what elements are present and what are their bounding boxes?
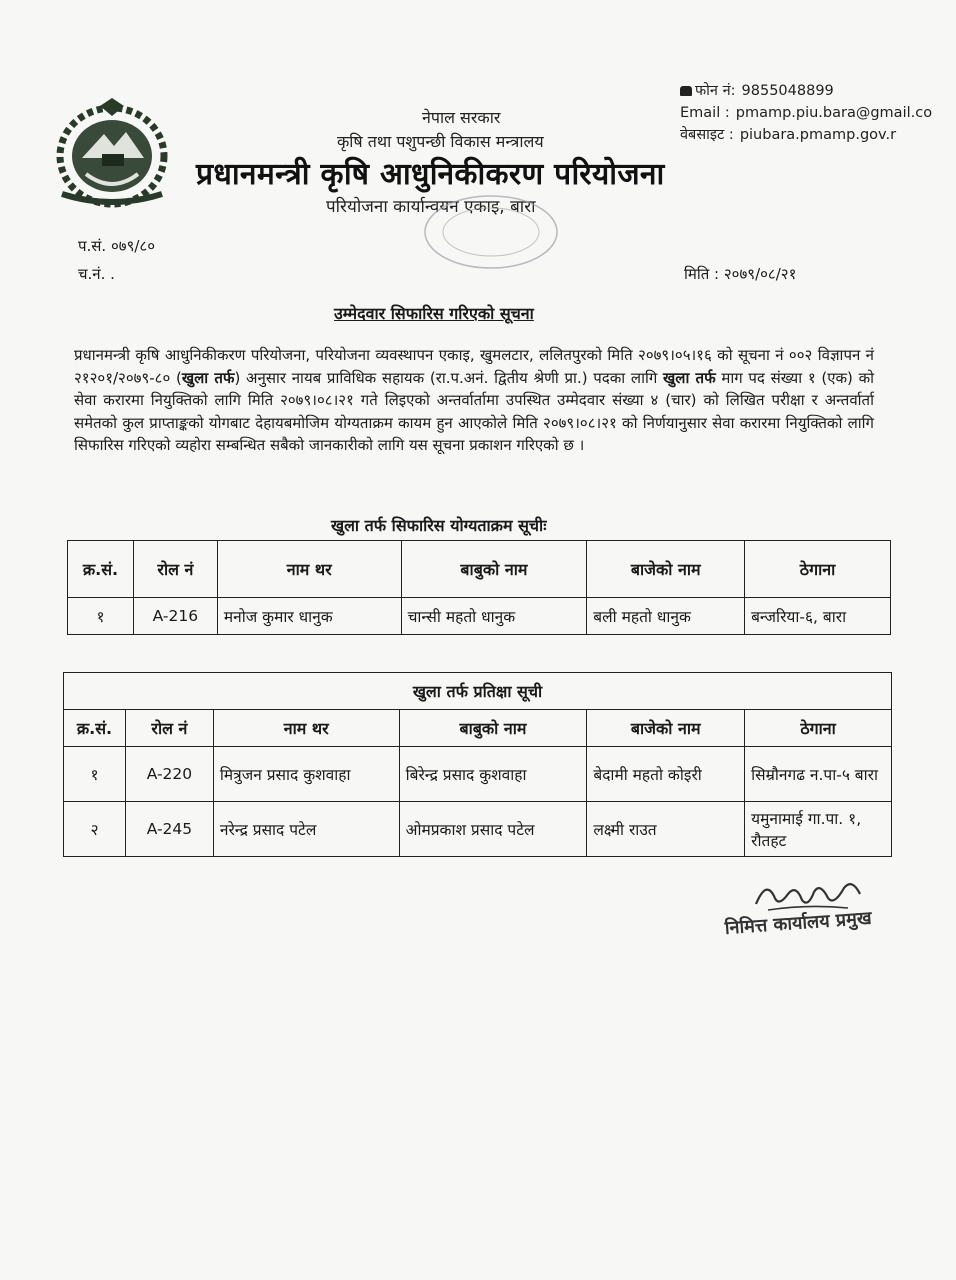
email-address: pmamp.piu.bara@gmail.co [735, 105, 933, 121]
table-row [64, 747, 892, 802]
col-header-name: नाम थर [217, 541, 401, 598]
phone-number: 9855048899 [741, 83, 834, 99]
table-header-row [68, 541, 891, 598]
cell-father: चान्सी महतो धानुक [401, 598, 587, 635]
reference-number: प.सं. ०७९/८० [78, 237, 156, 255]
col-header-name: नाम थर [213, 710, 399, 747]
cell-grandfather: लक्ष्मी राउत [587, 802, 745, 857]
col-header-serial: क्र.सं. [68, 541, 134, 598]
unit-name: परियोजना कार्यान्वयन एकाइ, बारा [326, 197, 536, 217]
col-header-roll: रोल नं [133, 541, 217, 598]
government-name: नेपाल सरकार [422, 108, 501, 127]
notice-date: मिति : २०७९/०८/२१ [684, 265, 797, 283]
cell-grandfather: बेदामी महतो कोइरी [587, 747, 745, 802]
notice-body [74, 344, 874, 457]
cell-address: सिम्रौनगढ न.पा-५ बारा [745, 747, 892, 802]
notice-body-part3: माग पद संख्या १ (एक) को सेवा करारमा नियुक्तिको लागि मिति २०७९।०८।२१ गते लिइएको अन्तर्वार्तामा उपस्थित उम्मेदवार संख्या ४ (चार) को लिखित परीक्षा र अन्तर्वार्ता समेतको कुल प्राप्ताङ्कको योगबाट देहायबमोजिम योग्यताक्रम कायम हुन आएकोले मिति २०७९।०८।२१ को निर्णयानुसार सेवा करारमा नियुक्तिको लागि सिफारिस गरिएको व्यहोरा सम्बन्धित सबैको जानकारीको लागि यस सूचना प्रकाशन गरिएको छ । [74, 368, 875, 455]
cell-serial: १ [68, 598, 134, 635]
office-stamp-icon [418, 192, 564, 272]
cell-serial: २ [64, 802, 126, 857]
notice-body-bold2: खुला तर्फ [663, 368, 716, 387]
notice-body-bold1: खुला तर्फ [181, 368, 235, 387]
col-header-father: बाबुको नाम [401, 541, 587, 598]
cell-roll: A-245 [125, 802, 213, 857]
col-header-address: ठेगाना [745, 541, 891, 598]
phone-label: फोन नं: [695, 83, 736, 99]
recommended-table [67, 540, 891, 635]
cell-roll: A-220 [125, 747, 213, 802]
notice-title: उम्मेदवार सिफारिस गरिएको सूचना [334, 304, 534, 323]
contact-website [680, 124, 956, 146]
col-header-roll: रोल नं [125, 710, 213, 747]
waiting-table [63, 672, 892, 857]
cell-father: ओमप्रकाश प्रसाद पटेल [399, 802, 587, 857]
table-header-row [64, 710, 892, 747]
col-header-grandfather: बाजेको नाम [587, 541, 745, 598]
project-name: प्रधानमन्त्री कृषि आधुनिकीकरण परियोजना [196, 157, 665, 192]
dispatch-number: च.नं. . [78, 265, 115, 283]
col-header-address: ठेगाना [745, 710, 892, 747]
ministry-name: कृषि तथा पशुपन्छी विकास मन्त्रालय [337, 132, 544, 151]
table-row [68, 598, 891, 635]
signatory-title: निमित्त कार्यालय प्रमुख [724, 907, 873, 939]
cell-serial: १ [64, 747, 126, 802]
cell-father: बिरेन्द्र प्रसाद कुशवाहा [399, 747, 587, 802]
notice-body-part1: प्रधानमन्त्री कृषि आधुनिकीकरण परियोजना, परियोजना व्यवस्थापन एकाइ, खुमलटार, ललितपुरको मिति २०७९।०५।१६ को सूचना नं ००२ विज्ञापन नं २१२०१/२०७९-८० ( [74, 346, 874, 387]
waiting-list-title: खुला तर्फ प्रतिक्षा सूची [64, 673, 892, 710]
col-header-serial: क्र.सं. [64, 710, 126, 747]
recommended-list-title: खुला तर्फ सिफारिस योग्यताक्रम सूचीः [331, 516, 547, 535]
email-label: Email : [680, 105, 730, 121]
col-header-father: बाबुको नाम [399, 710, 587, 747]
contact-email [680, 102, 956, 124]
contact-phone [680, 80, 956, 102]
notice-body-part2: ) अनुसार नायब प्राविधिक सहायक (रा.प.अनं. द्वितीय श्रेणी प्रा.) पदका लागि [234, 368, 664, 387]
phone-icon [680, 86, 692, 96]
table-row [64, 802, 892, 857]
cell-address: बन्जरिया-६, बारा [745, 598, 891, 635]
cell-address: यमुनामाई गा.पा. १, रौतहट [745, 802, 892, 857]
cell-name: नरेन्द्र प्रसाद पटेल [213, 802, 399, 857]
cell-grandfather: बली महतो धानुक [587, 598, 745, 635]
cell-roll: A-216 [133, 598, 217, 635]
cell-name: मित्रुजन प्रसाद कुशवाहा [213, 747, 399, 802]
website-address: piubara.pmamp.gov.r [739, 127, 897, 143]
cell-name: मनोज कुमार धानुक [217, 598, 401, 635]
waiting-list-title-row [64, 673, 892, 710]
website-label: वेबसाइट : [680, 127, 734, 143]
contact-block [680, 80, 956, 146]
nepal-emblem-icon [52, 98, 172, 210]
col-header-grandfather: बाजेको नाम [587, 710, 745, 747]
